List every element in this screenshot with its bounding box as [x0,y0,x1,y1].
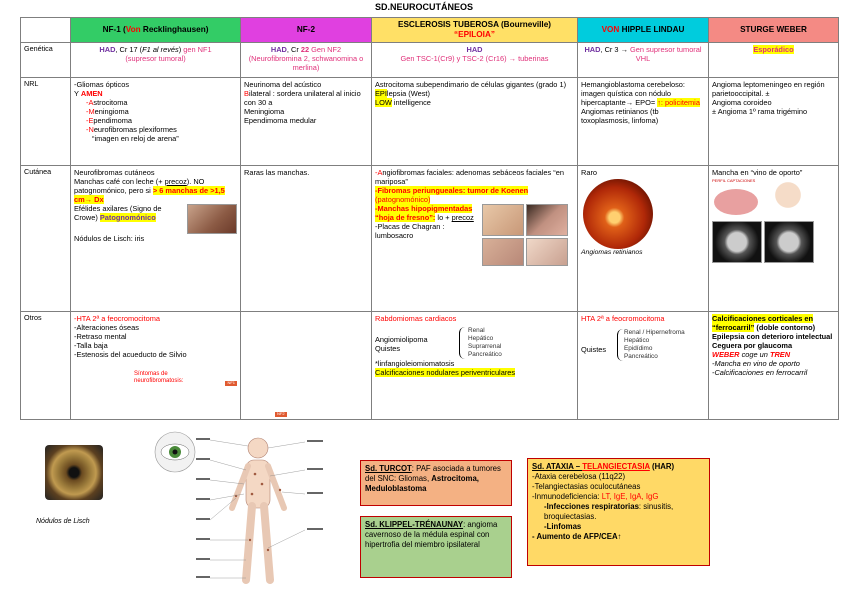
cell-genetica-vhl: HAD, Cr 3 → Gen supresor tumoral VHL [578,43,709,78]
cell-genetica-nf2: HAD, Cr 22 Gen NF2 (Neurofibromina 2, schwanomina o merlina) [241,43,372,78]
row-label-genetica: Genética [21,43,71,78]
klippel-trenaunay-box: Sd. KLIPPEL-TRÉNAUNAY: angioma cavernoso de la médula espinal con hipertrofia del miembro ipsilateral [360,516,512,578]
cell-nrl-vhl: Hemangioblastoma cerebeloso: imagen quística con nódulo hipercaptante→ EPO= ↑: policitemia Angiomas retinianos (tb toxoplasmosis, linfoma) [578,78,709,166]
periungual-fibroma-image-2 [526,238,568,266]
header-esclerosis-tuberosa: ESCLEROSIS TUBEROSA (Bourneville) “EPILOIA” [372,18,578,43]
row-label-nrl: NRL [21,78,71,166]
row-cutanea [21,166,839,312]
hypopigmented-macule-image [482,204,524,236]
nf1-body-diagram [140,430,335,590]
header-nf1: NF-1 (Von Recklinghausen) [71,18,241,43]
axillary-freckles-image [187,204,237,234]
cell-otros-sw: Calcificaciones corticales en “ferrocarril” (doble contorno) Epilepsia con deterioro intelectual Ceguera por glaucoma WEBER coge un TREN -Mancha en vino de oporto -Calcificaciones en ferrocarril [709,312,839,420]
cell-otros-nf1: -HTA 2ª a feocromocitoma -Alteraciones óseas -Retraso mental -Talla baja -Estenosis del acueducto de Silvio Síntomas de neurofibromatosis: NF1 [71,312,241,420]
row-otros [21,312,839,420]
cell-cutanea-vhl: Raro Angiomas retinianos [578,166,709,312]
turcot-box: Sd. TURCOT: PAF asociada a tumores del SNC: Gliomas, Astrocitoma, Meduloblastoma [360,460,512,506]
cell-cutanea-sw: Mancha en “vino de oporto” PERFIL CAPTACIONES [709,166,839,312]
row-label-otros: Otros [21,312,71,420]
brain-diagram-image: PERFIL CAPTACIONES [712,179,766,219]
header-nf2: NF-2 [241,18,372,43]
cell-nrl-et: Astrocitoma subependimario de células gigantes (grado 1) EPIlepsia (West) LOW intelligence [372,78,578,166]
cell-cutanea-nf2: Raras las manchas. [241,166,372,312]
lisch-nodules-caption: Nódulos de Lisch [36,518,90,525]
header-sturge-weber: STURGE WEBER [709,18,839,43]
syndromes-table [20,17,839,420]
header-von-hipple-lindau: VON HIPPLE LINDAU [578,18,709,43]
cell-otros-nf2: NF2 [241,312,372,420]
page-title: SD.NEUROCUTÁNEOS [374,2,473,12]
row-nrl [21,78,839,166]
cell-nrl-sw: Angioma leptomeningeo en región parietooccipital. ± Angioma coroideo ± Angioma 1º rama trigémino [709,78,839,166]
cell-otros-vhl: HTA 2ª a feocromocitoma Quistes Renal / Hipernefroma Hepático Epidídimo Pancreático [578,312,709,420]
row-genetica [21,43,839,78]
ataxia-telangiectasia-box: Sd. ATAXIA – TELANGIECTASIA (HAR) -Ataxia cerebelosa (11q22) -Telangiectasias oculocutáneas -Inmunodeficiencia: LT, IgE, IgA, IgG -Infecciones respiratorias: sinusitis, broquiectasias. -Linfomas - Aumento de AFP/CEA↑ [527,458,710,566]
retinal-angioma-image [583,179,653,249]
cell-cutanea-nf1: Neurofibromas cutáneos Manchas café con leche (+ precoz). NO patognomónico, pero si > 6 manchas de >1,5 cm→ Dx Efélides axilares (Signo de Crowe) Patognomónico Nódulos de Lisch: iris [71,166,241,312]
header-row [21,18,839,43]
port-wine-face-image [768,179,808,219]
cell-cutanea-et: -Angiofibromas faciales: adenomas sebáceos faciales “en mariposa” -Fibromas periungueales: tumor de Koenen (patognomónico) -Manchas hipopigmentadas “hoja de fresno”: lo + precoz -Placas de Chagran : lumbosacro [372,166,578,312]
facial-angiofibroma-image [526,204,568,236]
cell-genetica-nf1: HAD, Cr 17 (F1 al revés) gen NF1 (supresor tumoral) [71,43,241,78]
periungual-fibroma-image-1 [482,238,524,266]
ct-scan-image-1 [712,221,762,263]
cell-genetica-et: HAD Gen TSC-1(Cr9) y TSC-2 (Cr16) → tuberinas [372,43,578,78]
cell-nrl-nf2: Neurinoma del acústico Bilateral : sordera unilateral al inicio con 30 a Meningioma Ependimoma medular [241,78,372,166]
cell-nrl-nf1: -Gliomas ópticos Y AMEN -Astrocitoma -Meningioma -Ependimoma -Neurofibromas plexiformes “imagen en reloj de arena” [71,78,241,166]
row-label-cutanea: Cutánea [21,166,71,312]
cell-otros-et: Rabdomiomas cardiacos Angiomiolipoma Quistes Renal Hepático Suprarrenal Pancreático *linfangioleiomiomatosis Calcificaciones nodulares periventriculares [372,312,578,420]
corner-cell [21,18,71,43]
lisch-nodules-image [45,445,103,500]
ct-scan-image-2 [764,221,814,263]
cell-genetica-sw: Esporádico [709,43,839,78]
